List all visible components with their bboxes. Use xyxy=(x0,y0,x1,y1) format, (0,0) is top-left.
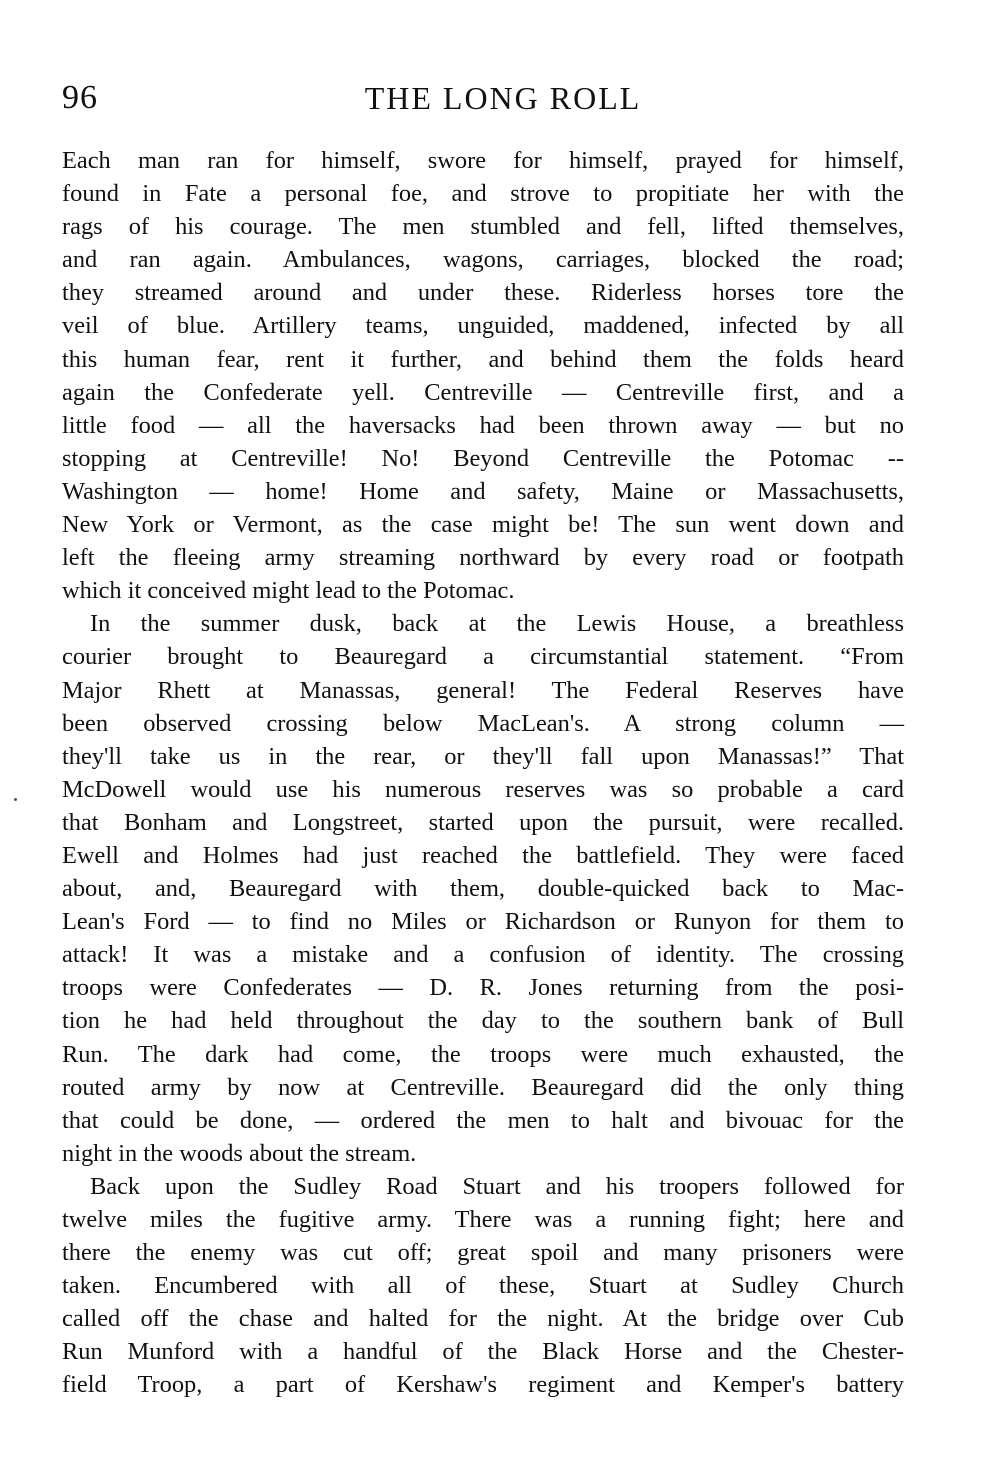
text-line: tion he had held throughout the day to the southern bank of Bull xyxy=(62,1007,904,1035)
paragraph xyxy=(62,144,904,607)
text-line: In the summer dusk, back at the Lewis House, a breathless xyxy=(90,610,904,638)
text-line: Back upon the Sudley Road Stuart and his troopers followed for xyxy=(90,1172,904,1200)
text-line: found in Fate a personal foe, and strove to propitiate her with the xyxy=(62,180,904,208)
running-head xyxy=(62,78,904,122)
body-text xyxy=(62,144,904,1402)
text-line: Each man ran for himself, swore for himself, prayed for himself, xyxy=(62,147,904,174)
text-line: they'll take us in the rear, or they'll fall upon Manassas!” That xyxy=(62,742,904,770)
text-line: stopping at Centreville! No! Beyond Centreville the Potomac -- xyxy=(62,444,904,472)
text-line: called off the chase and halted for the night. At the bridge over Cub xyxy=(62,1305,904,1333)
text-line: New York or Vermont, as the case might be! The sun went down and xyxy=(62,511,904,539)
text-line: field Troop, a part of Kershaw's regiment and Kemper's battery xyxy=(62,1371,904,1399)
text-line: left the fleeing army streaming northward by every road or footpath xyxy=(62,544,904,572)
stray-ink-dot xyxy=(14,798,17,801)
text-line: taken. Encumbered with all of these, Stuart at Sudley Church xyxy=(62,1272,904,1300)
text-line: Run. The dark had come, the troops were much exhausted, the xyxy=(62,1040,904,1068)
text-line: rags of his courage. The men stumbled and fell, lifted themselves, xyxy=(62,213,904,241)
text-line: routed army by now at Centreville. Beauregard did the only thing xyxy=(62,1073,904,1101)
text-line: attack! It was a mistake and a confusion of identity. The crossing xyxy=(62,941,904,969)
text-line: Lean's Ford — to find no Miles or Richardson or Runyon for them to xyxy=(62,908,904,936)
paragraph xyxy=(62,1170,904,1402)
text-line: little food — all the haversacks had been thrown away — but no xyxy=(62,411,904,439)
text-line: troops were Confederates — D. R. Jones returning from the posi- xyxy=(62,974,904,1002)
text-line: that could be done, — ordered the men to halt and bivouac for the xyxy=(62,1106,904,1134)
text-line: McDowell would use his numerous reserves was so probable a card xyxy=(62,775,904,803)
text-line: courier brought to Beauregard a circumstantial statement. “From xyxy=(62,643,904,671)
book-page xyxy=(62,78,904,1402)
book-title: THE LONG ROLL xyxy=(364,80,642,116)
page-number: 96 xyxy=(62,79,98,116)
text-line: Run Munford with a handful of the Black Horse and the Chester- xyxy=(62,1338,904,1366)
paragraph xyxy=(62,607,904,1170)
text-line: Major Rhett at Manassas, general! The Federal Reserves have xyxy=(62,676,904,704)
text-line: been observed crossing below MacLean's. A strong column — xyxy=(62,709,904,737)
text-line: again the Confederate yell. Centreville — Centreville first, and a xyxy=(62,378,904,406)
text-line: about, and, Beauregard with them, double-quicked back to Mac- xyxy=(62,875,904,903)
text-line: Ewell and Holmes had just reached the battlefield. They were faced xyxy=(62,841,904,869)
text-line: Washington — home! Home and safety, Maine or Massachusetts, xyxy=(62,477,904,505)
text-line: there the enemy was cut off; great spoil and many prisoners were xyxy=(62,1239,904,1267)
text-line: they streamed around and under these. Riderless horses tore the xyxy=(62,279,904,307)
text-line: this human fear, rent it further, and behind them the folds heard xyxy=(62,345,904,373)
text-line: that Bonham and Longstreet, started upon the pursuit, were recalled. xyxy=(62,808,904,836)
text-line: and ran again. Ambulances, wagons, carriages, blocked the road; xyxy=(62,246,904,274)
text-line: veil of blue. Artillery teams, unguided, maddened, infected by all xyxy=(62,312,904,340)
text-line: which it conceived might lead to the Potomac. xyxy=(62,577,515,605)
text-line: night in the woods about the stream. xyxy=(62,1139,417,1167)
text-line: twelve miles the fugitive army. There was a running fight; here and xyxy=(62,1206,904,1233)
